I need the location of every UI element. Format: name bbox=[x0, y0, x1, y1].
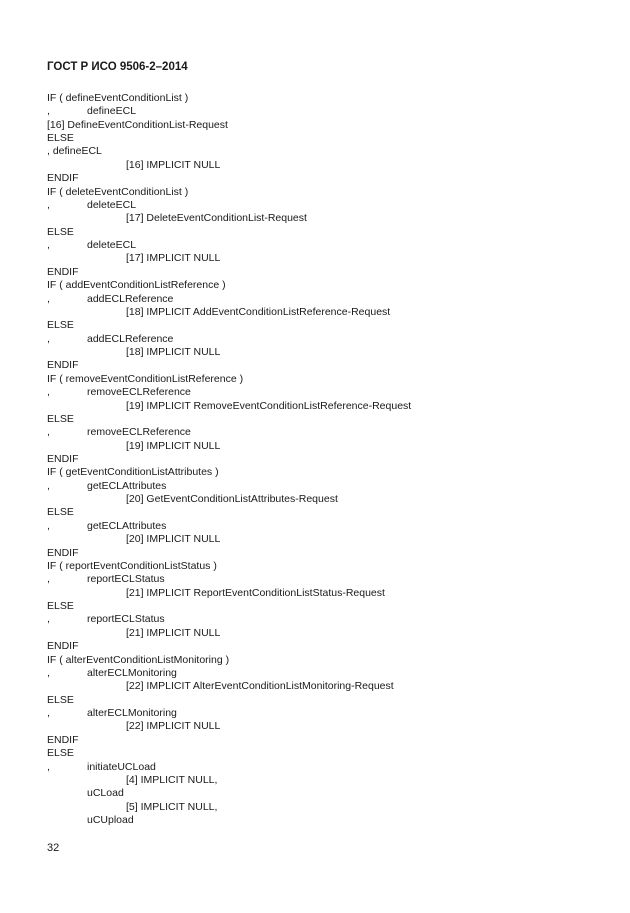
code-line-text: defineECL bbox=[87, 105, 137, 118]
code-line-text: ENDIF bbox=[47, 546, 79, 559]
code-line-text: [5] IMPLICIT NULL, bbox=[126, 800, 218, 813]
code-line-text: initiateUCLoad bbox=[87, 760, 156, 773]
code-line-text: IF ( removeEventConditionListReference ) bbox=[47, 372, 244, 385]
code-line-text: ELSE bbox=[47, 600, 74, 613]
code-line-text: removeECLReference bbox=[87, 426, 191, 439]
code-line-text: [21] IMPLICIT NULL bbox=[126, 626, 221, 639]
code-line-text: getECLAttributes bbox=[87, 519, 167, 532]
code-line-text: ELSE bbox=[47, 693, 74, 706]
code-line-text: IF ( addEventConditionListReference ) bbox=[47, 279, 226, 292]
code-line-text: uCLoad bbox=[87, 787, 124, 800]
code-line-text: IF ( alterEventConditionListMonitoring ) bbox=[47, 653, 230, 666]
code-line-text: , bbox=[47, 239, 50, 252]
code-line-text: , bbox=[47, 479, 50, 492]
code-line-text: IF ( defineEventConditionList ) bbox=[47, 92, 189, 104]
code-line-text: IF ( getEventConditionListAttributes ) bbox=[47, 466, 219, 479]
code-line-text: , bbox=[47, 666, 50, 679]
code-line-text: [21] IMPLICIT ReportEventConditionListStatus-Request bbox=[126, 586, 385, 599]
code-line-text: deleteECL bbox=[87, 239, 137, 252]
code-line-text: getECLAttributes bbox=[87, 479, 167, 492]
code-line-text: , bbox=[47, 105, 50, 118]
code-line-text: alterECLMonitoring bbox=[87, 707, 177, 720]
code-line-text: , bbox=[47, 573, 50, 586]
code-line-text: , bbox=[47, 707, 50, 720]
code-line-text: reportECLStatus bbox=[87, 613, 165, 626]
code-line-text: , bbox=[47, 198, 50, 211]
code-line-text: ELSE bbox=[47, 225, 74, 238]
code-line-text: addECLReference bbox=[87, 332, 174, 345]
code-line-text: ELSE bbox=[47, 506, 74, 519]
code-line-text: [20] IMPLICIT NULL bbox=[126, 533, 221, 546]
code-line-text: ENDIF bbox=[47, 452, 79, 465]
code-line-text: , bbox=[47, 386, 50, 399]
page-number: 32 bbox=[47, 842, 60, 854]
code-line-text: [22] IMPLICIT NULL bbox=[126, 720, 221, 733]
code-line-text: [4] IMPLICIT NULL, bbox=[126, 773, 218, 786]
code-line-text: addECLReference bbox=[87, 292, 174, 305]
code-line-text: [19] IMPLICIT RemoveEventConditionListReference-Request bbox=[126, 399, 412, 412]
code-line-text: ELSE bbox=[47, 412, 74, 425]
code-line-text: ENDIF bbox=[47, 733, 79, 746]
code-line-text: uCUpload bbox=[87, 813, 134, 826]
code-line-text: alterECLMonitoring bbox=[87, 666, 177, 679]
code-line-text: removeECLReference bbox=[87, 386, 191, 399]
code-line-text: deleteECL bbox=[87, 198, 137, 211]
code-line-text: ELSE bbox=[47, 132, 74, 145]
code-line-text: , bbox=[47, 613, 50, 626]
code-line-text: ENDIF bbox=[47, 172, 79, 185]
code-line-text: [19] IMPLICIT NULL bbox=[126, 439, 221, 452]
code-line-text: ENDIF bbox=[47, 265, 79, 278]
code-line-text: [18] IMPLICIT AddEventConditionListReference-Request bbox=[126, 305, 391, 318]
code-line-text: [20] GetEventConditionListAttributes-Request bbox=[126, 493, 338, 506]
code-line-text: , bbox=[47, 519, 50, 532]
code-line-text: [16] IMPLICIT NULL bbox=[126, 158, 221, 171]
code-line-text: [17] IMPLICIT NULL bbox=[126, 252, 221, 265]
code-line-text: ELSE bbox=[47, 319, 74, 332]
code-line-text: reportECLStatus bbox=[87, 573, 165, 586]
code-line-text: , bbox=[47, 760, 50, 773]
code-line-text: ENDIF bbox=[47, 640, 79, 653]
code-line-text: [18] IMPLICIT NULL bbox=[126, 346, 221, 359]
code-line-text: , bbox=[47, 332, 50, 345]
code-line-text: ENDIF bbox=[47, 359, 79, 372]
code-line-text: [17] DeleteEventConditionList-Request bbox=[126, 212, 307, 225]
document-header: ГОСТ Р ИСО 9506-2–2014 bbox=[47, 61, 188, 73]
code-line-text: , bbox=[47, 292, 50, 305]
code-line-text: [16] DefineEventConditionList-Request bbox=[47, 118, 228, 131]
code-line-text: ELSE bbox=[47, 747, 74, 760]
code-line-text: IF ( reportEventConditionListStatus ) bbox=[47, 559, 217, 572]
code-line-text: IF ( deleteEventConditionList ) bbox=[47, 185, 189, 198]
code-line-text: , bbox=[47, 426, 50, 439]
code-line-text: [22] IMPLICIT AlterEventConditionListMonitoring-Request bbox=[126, 680, 394, 693]
code-line-text: , defineECL bbox=[47, 145, 102, 158]
